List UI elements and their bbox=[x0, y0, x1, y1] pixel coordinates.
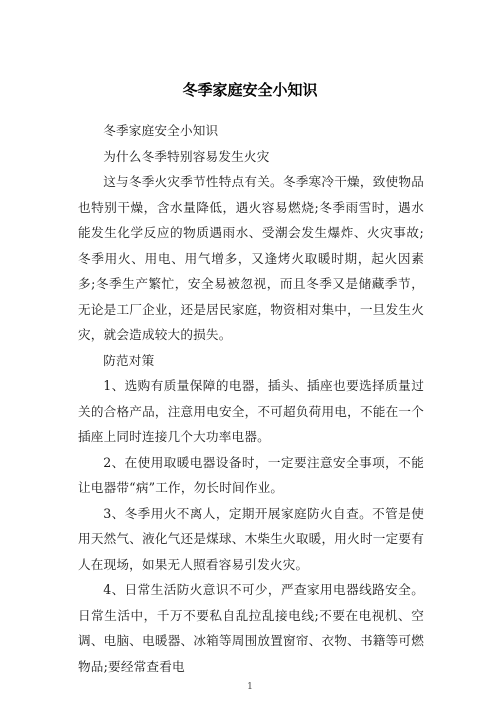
document-title: 冬季家庭安全小知识 bbox=[182, 81, 318, 99]
paragraph-measure-4: 4、日常生活防火意识不可少，严查家用电器线路安全。日常生活中，千万不要私自乱拉乱接电线;不要在电视机、空调、电脑、电暖器、冰箱等周围放置窗帘、衣物、书籍等可燃物品;要经常查看电 bbox=[78, 582, 424, 674]
page-number: 1 bbox=[247, 682, 253, 692]
paragraph-question-heading: 为什么冬季特别容易发生火灾 bbox=[103, 148, 270, 164]
paragraph-measure-1: 1、选购有质量保障的电器，插头、插座也要选择质量过关的合格产品，注意用电安全，不可超负荷用电，不能在一个插座上同时连接几个大功率电器。 bbox=[78, 378, 424, 444]
paragraph-measures-heading: 防范对策 bbox=[103, 352, 155, 368]
paragraph-measure-3: 3、冬季用火不离人，定期开展家庭防火自查。不管是使用天然气、液化气还是煤球、木柴生火取暖，用火时一定要有人在现场，如果无人照看容易引发火灾。 bbox=[78, 505, 424, 572]
paragraph-reason: 这与冬季火灾季节性特点有关。冬季寒冷干燥，致使物品也特别干燥，含水量降低，遇火容易燃烧;冬季雨雪时，遇水能发生化学反应的物质遇雨水、受潮会发生爆炸、火灾事故;冬季用火、用电、用气增多，又逢烤火取暖时期，起火因素多;冬季生产繁忙，安全易被忽视，而且冬季又是储藏季节，无论是工厂企业，还是居民家庭，物资相对集中，一旦发生火灾，就会造成较大的损失。 bbox=[78, 174, 424, 342]
document-body bbox=[78, 118, 424, 679]
paragraph-measure-2: 2、在使用取暖电器设备时，一定要注意安全事项，不能让电器带“病”工作，勿长时间作业。 bbox=[78, 454, 424, 495]
paragraph-subtitle: 冬季家庭安全小知识 bbox=[103, 123, 219, 138]
